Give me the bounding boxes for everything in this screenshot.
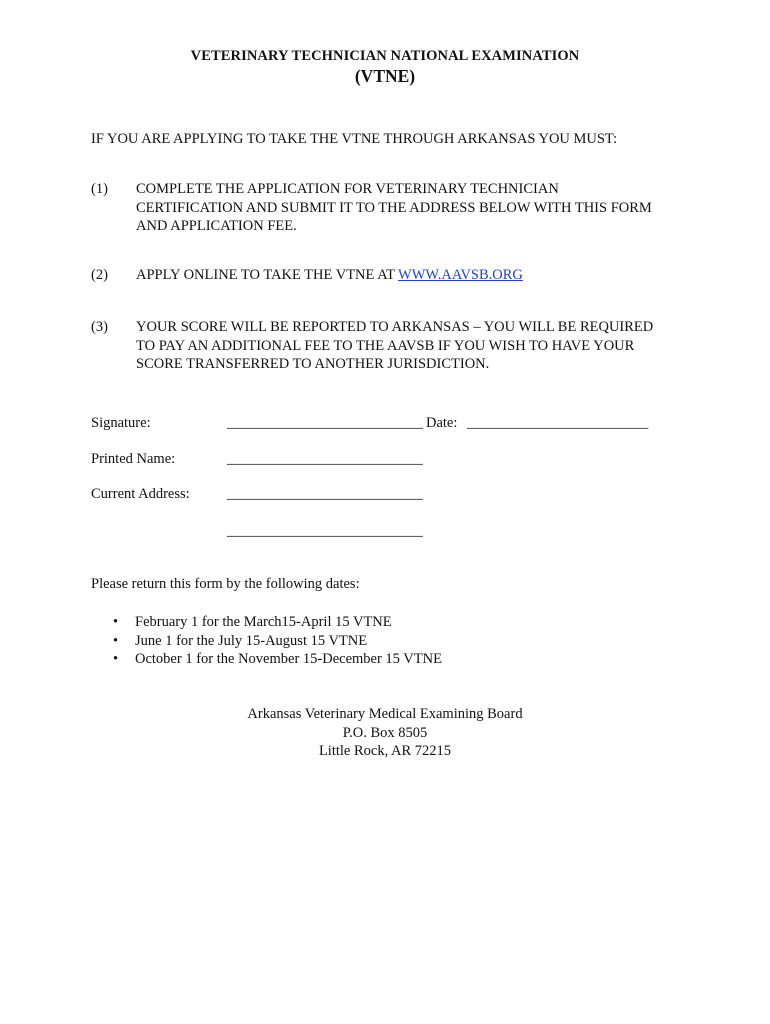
step-number: (1) (91, 181, 108, 197)
current-address-field[interactable]: ___________________________ (227, 486, 423, 502)
step-line: APPLY ONLINE TO TAKE THE VTNE AT (136, 267, 399, 283)
list-item (113, 632, 442, 651)
step-line: COMPLETE THE APPLICATION FOR VETERINARY TECHNICIAN (136, 181, 559, 197)
bullet-icon: • (113, 651, 119, 667)
signature-label: Signature: (91, 415, 151, 431)
deadline-text: June 1 for the July 15-August 15 VTNE (135, 632, 368, 649)
step-line: SCORE TRANSFERRED TO ANOTHER JURISDICTION. (136, 356, 490, 372)
deadline-text: October 1 for the November 15-December 15 VTNE (135, 651, 442, 667)
step-text (136, 318, 696, 374)
po-box: P.O. Box 8505 (342, 724, 428, 741)
current-address-field-2[interactable]: ___________________________ (227, 523, 423, 539)
document-title: VETERINARY TECHNICIAN NATIONAL EXAMINATION (190, 48, 580, 64)
date-label: Date: (426, 415, 458, 431)
deadline-text: February 1 for the March15-April 15 VTNE (135, 614, 392, 630)
return-instructions: Please return this form by the following dates: (91, 576, 360, 592)
list-item (113, 650, 442, 669)
mailing-address (0, 705, 770, 761)
list-item (113, 613, 442, 632)
signature-field[interactable]: ___________________________ (227, 415, 423, 431)
printed-name-label: Printed Name: (91, 451, 176, 467)
board-name: Arkansas Veterinary Medical Examining Board (247, 706, 523, 722)
step-text (136, 266, 696, 285)
aavsb-link[interactable]: WWW.AAVSB.ORG (398, 267, 523, 283)
current-address-label: Current Address: (91, 486, 190, 502)
step-line: TO PAY AN ADDITIONAL FEE TO THE AAVSB IF YOU WISH TO HAVE YOUR (136, 337, 635, 354)
city-state-zip: Little Rock, AR 72215 (318, 743, 452, 759)
step-number: (3) (91, 319, 108, 335)
bullet-icon: • (113, 614, 119, 630)
document-subtitle: (VTNE) (354, 66, 416, 86)
step-line: AND APPLICATION FEE. (136, 218, 297, 234)
bullet-icon: • (113, 632, 119, 649)
step-number: (2) (91, 267, 108, 283)
date-field[interactable]: _________________________ (467, 415, 649, 431)
printed-name-field[interactable]: ___________________________ (227, 451, 423, 467)
step-line: YOUR SCORE WILL BE REPORTED TO ARKANSAS – YOU WILL BE REQUIRED (136, 319, 654, 335)
intro-text: IF YOU ARE APPLYING TO TAKE THE VTNE THROUGH ARKANSAS YOU MUST: (91, 131, 618, 147)
step-line: CERTIFICATION AND SUBMIT IT TO THE ADDRESS BELOW WITH THIS FORM (136, 199, 652, 216)
deadline-list (113, 613, 442, 669)
step-text (136, 180, 696, 236)
